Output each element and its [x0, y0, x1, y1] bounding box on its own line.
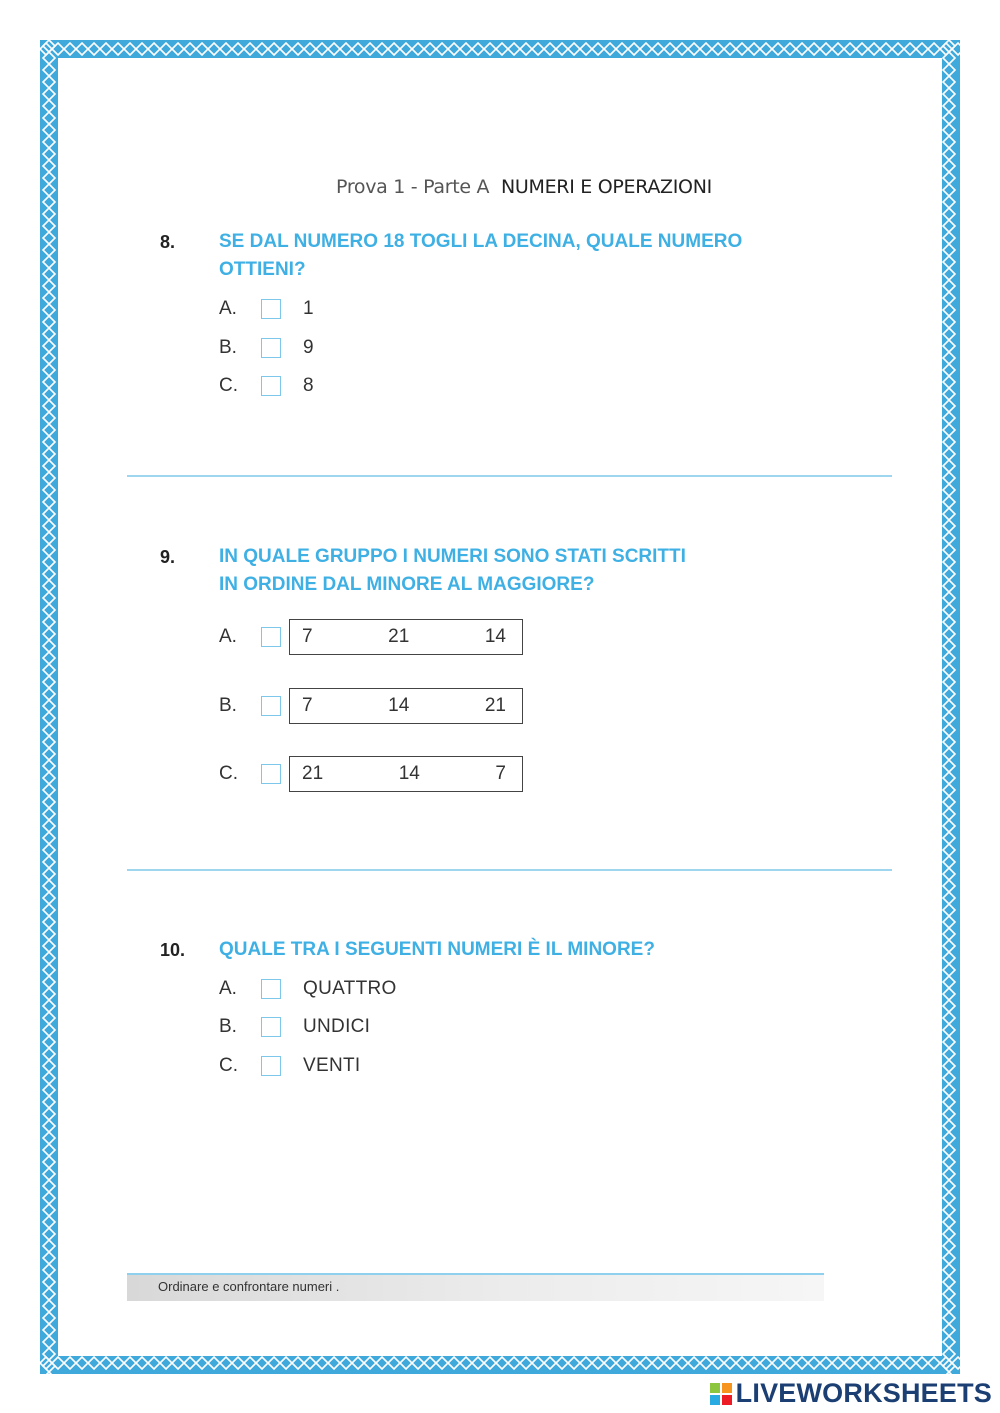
- option-letter: C.: [219, 1055, 238, 1076]
- answer-option[interactable]: [219, 1052, 360, 1080]
- answer-option[interactable]: [219, 1013, 370, 1041]
- option-value: 9: [303, 337, 314, 358]
- brand-name: LIVEWORKSHEETS: [735, 1378, 992, 1408]
- answer-checkbox[interactable]: [261, 627, 281, 647]
- answer-checkbox[interactable]: [261, 696, 281, 716]
- number-group-box: [289, 756, 523, 792]
- section-divider: [127, 475, 892, 477]
- answer-checkbox[interactable]: [261, 979, 281, 999]
- header-topic: NUMERI E OPERAZIONI: [500, 176, 712, 198]
- group-number: 14: [388, 695, 410, 716]
- question-line: QUALE TRA I SEGUENTI NUMERI È IL MINORE?: [219, 939, 655, 960]
- answer-option[interactable]: [219, 619, 523, 655]
- option-letter: B.: [219, 337, 237, 358]
- question-text: [219, 936, 839, 964]
- question-line: IN QUALE GRUPPO I NUMERI SONO STATI SCRITTI: [219, 546, 686, 567]
- answer-checkbox[interactable]: [261, 376, 281, 396]
- group-number: 21: [388, 626, 410, 647]
- option-letter: C.: [219, 375, 238, 396]
- header-prefix: Prova 1 - Parte A: [336, 176, 490, 198]
- group-number: 7: [302, 695, 313, 716]
- group-number: 7: [495, 763, 506, 784]
- group-number: 14: [484, 626, 506, 647]
- option-value: 1: [303, 298, 314, 319]
- question-line: IN ORDINE DAL MINORE AL MAGGIORE?: [219, 574, 595, 595]
- answer-option[interactable]: [219, 372, 314, 400]
- number-group-box: [289, 688, 523, 724]
- question-line: OTTIENI?: [219, 259, 306, 280]
- option-value: QUATTRO: [303, 978, 397, 999]
- question-number: 8.: [160, 232, 176, 252]
- group-number: 21: [302, 763, 324, 784]
- answer-option[interactable]: [219, 295, 314, 323]
- question-number: 9.: [160, 547, 176, 567]
- answer-checkbox[interactable]: [261, 338, 281, 358]
- answer-checkbox[interactable]: [261, 299, 281, 319]
- option-letter: C.: [219, 763, 238, 784]
- question-text: [219, 543, 839, 599]
- question-text: [219, 228, 839, 284]
- answer-checkbox[interactable]: [261, 1056, 281, 1076]
- page-header: [336, 176, 712, 198]
- question-line: SE DAL NUMERO 18 TOGLI LA DECINA, QUALE NUMERO: [219, 231, 743, 252]
- answer-option[interactable]: [219, 756, 523, 792]
- option-value: 8: [303, 375, 314, 396]
- answer-checkbox[interactable]: [261, 1017, 281, 1037]
- number-group-box: [289, 619, 523, 655]
- answer-option[interactable]: [219, 975, 397, 1003]
- liveworksheets-brand[interactable]: [710, 1378, 992, 1409]
- group-number: 7: [302, 626, 313, 647]
- group-number: 14: [398, 763, 420, 784]
- option-letter: B.: [219, 1016, 237, 1037]
- question-number: 10.: [160, 940, 186, 960]
- section-divider: [127, 869, 892, 871]
- liveworksheets-logo-icon: [710, 1383, 732, 1405]
- answer-option[interactable]: [219, 688, 523, 724]
- group-number: 21: [484, 695, 506, 716]
- option-value: VENTI: [303, 1055, 361, 1076]
- answer-checkbox[interactable]: [261, 764, 281, 784]
- option-letter: A.: [219, 978, 237, 999]
- option-letter: A.: [219, 298, 237, 319]
- option-value: UNDICI: [303, 1016, 371, 1037]
- option-letter: B.: [219, 695, 237, 716]
- answer-option[interactable]: [219, 334, 314, 362]
- option-letter: A.: [219, 626, 237, 647]
- footer-text: Ordinare e confrontare numeri .: [158, 1279, 340, 1294]
